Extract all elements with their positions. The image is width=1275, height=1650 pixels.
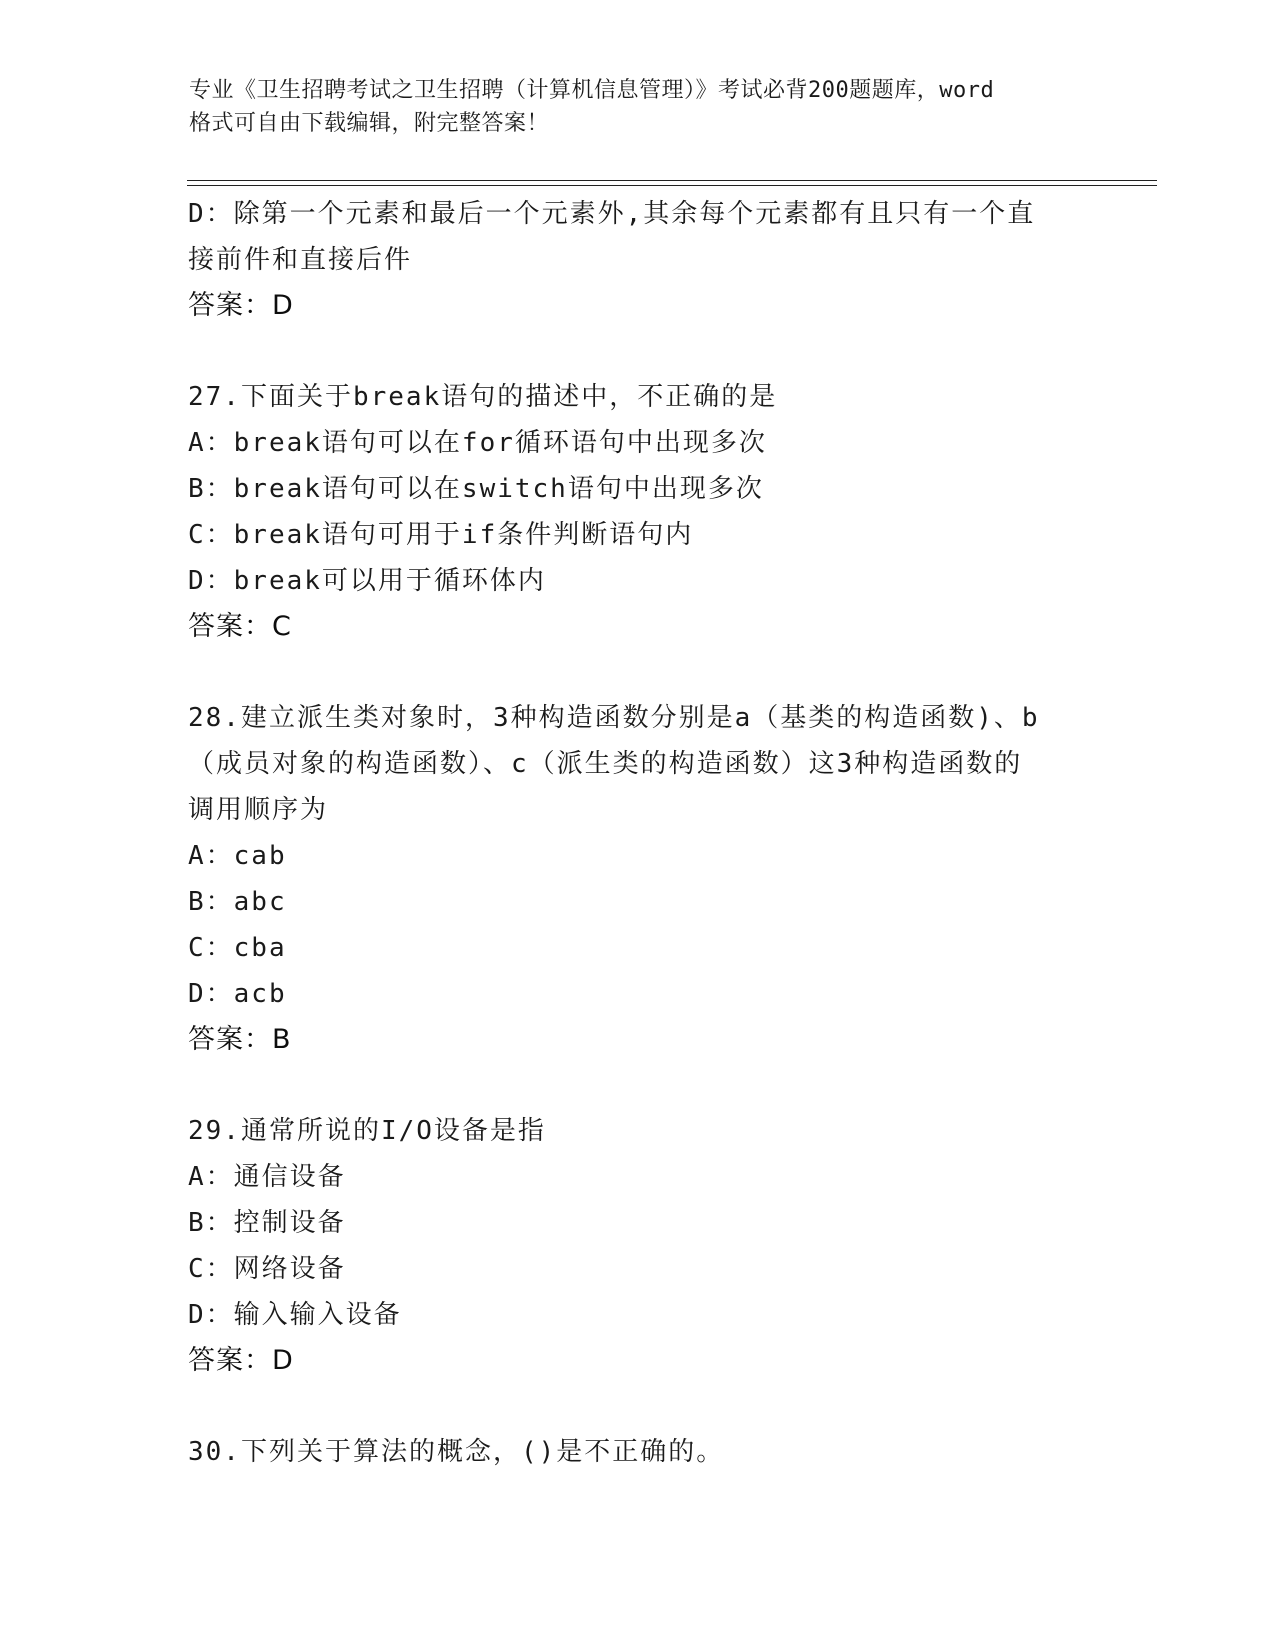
option-b: B：break语句可以在switch语句中出现多次 [188,474,764,504]
spacer [188,1063,1088,1108]
question-29 [188,1108,1088,1384]
spacer [188,1384,1088,1429]
header-title-line-1: 专业《卫生招聘考试之卫生招聘（计算机信息管理）》考试必背200题题库，word [189,78,995,103]
option-b: B：控制设备 [188,1208,346,1238]
question-text-continued: 调用顺序为 [188,795,329,825]
option-c: C：cba [188,933,287,963]
option-d: D：break可以用于循环体内 [188,566,546,596]
question-text: 28.建立派生类对象时，3种构造函数分别是a（基类的构造函数)、b [188,703,1040,733]
option-a: A：cab [188,841,287,871]
option-d-continued: 接前件和直接后件 [188,245,413,275]
header-title-line-2: 格式可自由下载编辑，附完整答案！ [189,111,550,136]
header-divider-top [187,180,1157,181]
question-list [188,191,1088,1475]
option-d: D：除第一个元素和最后一个元素外,其余每个元素都有且只有一个直 [188,199,1036,229]
question-27 [188,374,1088,650]
question-text: 29.通常所说的I/O设备是指 [188,1116,546,1146]
page-header [189,74,1089,140]
question-26-continued [188,191,1088,329]
option-c: C：网络设备 [188,1254,346,1284]
option-a: A：break语句可以在for循环语句中出现多次 [188,428,767,458]
question-text-continued: （成员对象的构造函数）、c（派生类的构造函数）这3种构造函数的 [188,749,1023,779]
question-28 [188,695,1088,1063]
option-c: C：break语句可用于if条件判断语句内 [188,520,694,550]
option-d: D：输入输入设备 [188,1300,402,1330]
spacer [188,329,1088,374]
option-d: D：acb [188,979,287,1009]
question-text: 27.下面关于break语句的描述中，不正确的是 [188,382,778,412]
answer: 答案：C [188,611,292,642]
header-divider-bottom [187,185,1157,186]
answer: 答案：D [188,1345,294,1376]
spacer [188,650,1088,695]
question-30 [188,1429,1088,1475]
answer: 答案：B [188,1024,292,1055]
option-b: B：abc [188,887,287,917]
answer: 答案：D [188,290,294,321]
option-a: A：通信设备 [188,1162,346,1192]
question-text: 30.下列关于算法的概念，()是不正确的。 [188,1437,725,1467]
